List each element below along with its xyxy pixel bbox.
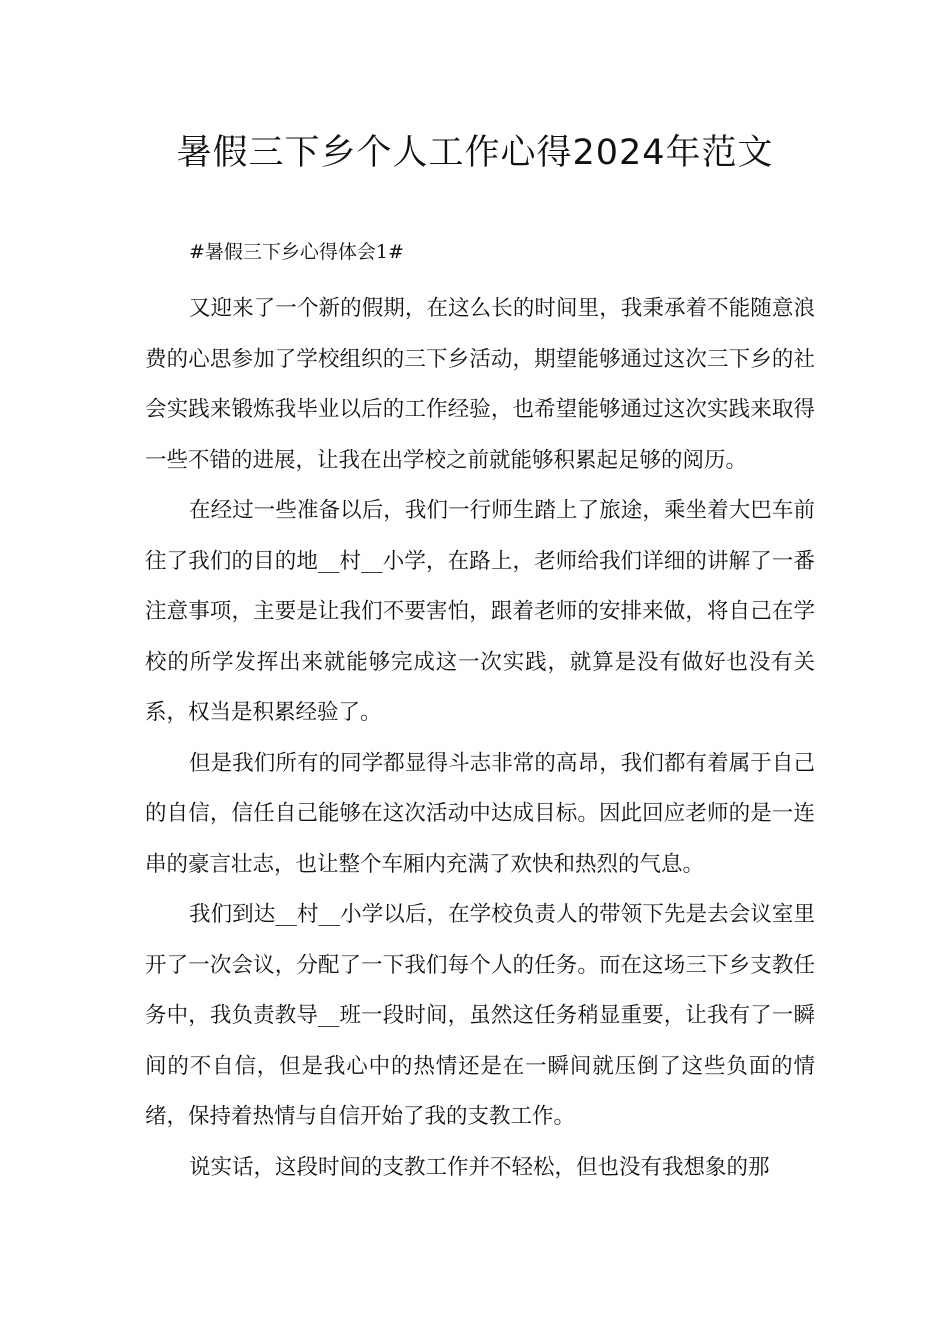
document-body <box>145 234 815 1193</box>
section-subheading: #暑假三下乡心得体会1# <box>189 241 404 263</box>
document-title: 暑假三下乡个人工作心得2024年范文 <box>176 133 774 173</box>
paragraph-3: 但是我们所有的同学都显得斗志非常的高昂，我们都有着属于自己的自信，信任自己能够在这次活动中达成目标。因此回应老师的是一连串的豪言壮志，也让整个车厢内充满了欢快和热烈的气息。 <box>145 750 815 877</box>
paragraph-4: 我们到达__村__小学以后，在学校负责人的带领下先是去会议室里开了一次会议，分配了一下我们每个人的任务。而在这场三下乡支教任务中，我负责教导__班一段时间，虽然这任务稍显重要，让我有了一瞬间的不自信，但是我心中的热情还是在一瞬间就压倒了这些负面的情绪，保持着热情与自信开始了我的支教工作。 <box>145 902 815 1129</box>
paragraph-1: 又迎来了一个新的假期，在这么长的时间里，我秉承着不能随意浪费的心思参加了学校组织的三下乡活动，期望能够通过这次三下乡的社会实践来锻炼我毕业以后的工作经验，也希望能够通过这次实践来取得一些不错的进展，让我在出学校之前就能够积累起足够的阅历。 <box>145 296 815 473</box>
paragraph-5: 说实话，这段时间的支教工作并不轻松，但也没有我想象的那 <box>189 1154 770 1180</box>
paragraph-2: 在经过一些准备以后，我们一行师生踏上了旅途，乘坐着大巴车前往了我们的目的地__村__小学，在路上，老师给我们详细的讲解了一番注意事项，主要是让我们不要害怕，跟着老师的安排来做，将自己在学校的所学发挥出来就能够完成这一次实践，就算是没有做好也没有关系，权当是积累经验了。 <box>145 498 815 725</box>
